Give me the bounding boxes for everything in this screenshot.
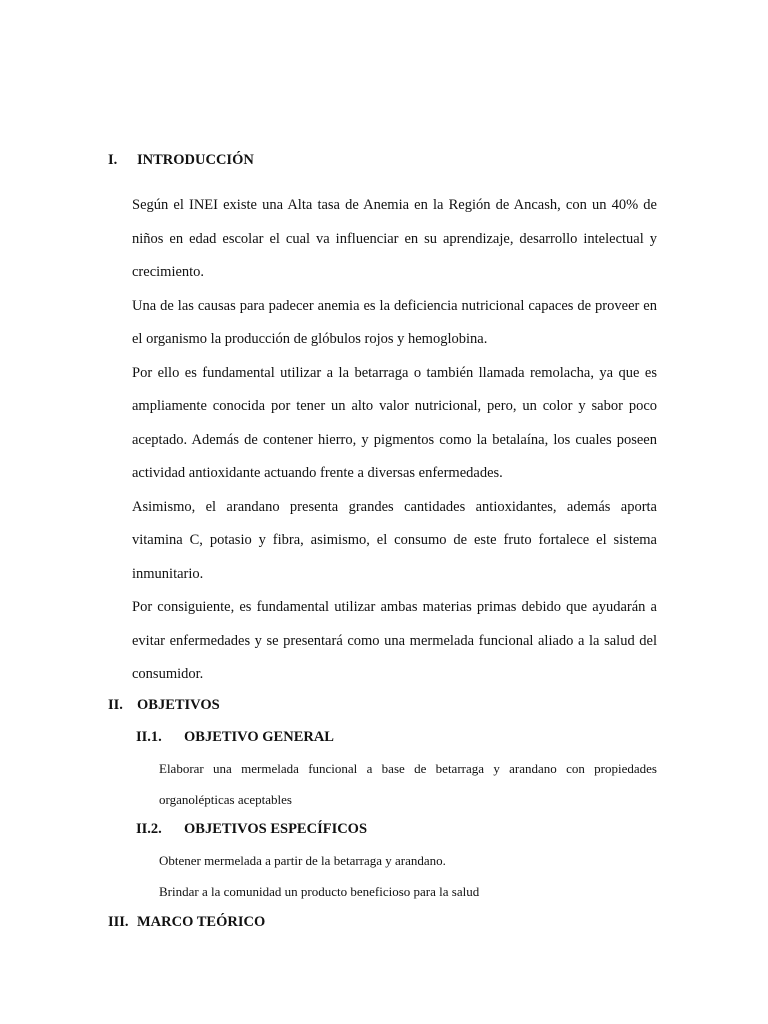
subsection-number: II.1. <box>136 729 162 745</box>
paragraph: Brindar a la comunidad un producto beneficioso para la salud <box>159 884 480 899</box>
paragraph: Por consiguiente, es fundamental utilizar ambas materias primas debido que ayudarán a evitar enfermedades y se presentará como una mermelada funcional aliado a la salud del consumidor. <box>132 599 657 682</box>
objetivos-especificos-body <box>159 845 657 907</box>
paragraph: Obtener mermelada a partir de la betarraga y arandano. <box>159 853 446 868</box>
subsection-heading-objetivos-especificos <box>136 821 367 838</box>
section-number: I. <box>108 152 118 168</box>
section-heading-introduccion <box>108 152 254 169</box>
paragraph: Asimismo, el arandano presenta grandes cantidades antioxidantes, además aporta vitamina C, potasio y fibra, asimismo, el consumo de este fruto fortalece el sistema inmunitario. <box>132 498 657 582</box>
paragraph: Elaborar una mermelada funcional a base de betarraga y arandano con propiedades organolépticas aceptables <box>159 761 657 807</box>
section-heading-marco-teorico <box>108 914 265 931</box>
subsection-heading-objetivo-general <box>136 729 334 746</box>
section-number: II. <box>108 697 123 713</box>
subsection-number: II.2. <box>136 821 162 837</box>
paragraph: Según el INEI existe una Alta tasa de Anemia en la Región de Ancash, con un 40% de niños en edad escolar el cual va influenciar en su aprendizaje, desarrollo intelectual y crecimiento. <box>132 197 657 280</box>
section-title: INTRODUCCIÓN <box>137 152 254 168</box>
paragraph: Por ello es fundamental utilizar a la betarraga o también llamada remolacha, ya que es ampliamente conocida por tener un alto valor nutricional, pero, un color y sabor poco aceptado. Además de contener hierro, y pigmentos como la betalaína, los cuales poseen actividad antioxidante actuando frente a diversas enfermedades. <box>132 364 657 481</box>
subsection-title: OBJETIVO GENERAL <box>184 729 334 745</box>
objetivo-general-body <box>159 753 657 815</box>
section-number: III. <box>108 914 129 930</box>
section-title: MARCO TEÓRICO <box>137 914 266 930</box>
subsection-title: OBJETIVOS ESPECÍFICOS <box>184 821 368 837</box>
introduccion-body <box>132 189 657 692</box>
section-title: OBJETIVOS <box>137 697 220 713</box>
paragraph: Una de las causas para padecer anemia es la deficiencia nutricional capaces de proveer en el organismo la producción de glóbulos rojos y hemoglobina. <box>132 297 657 347</box>
section-heading-objetivos <box>108 697 220 714</box>
